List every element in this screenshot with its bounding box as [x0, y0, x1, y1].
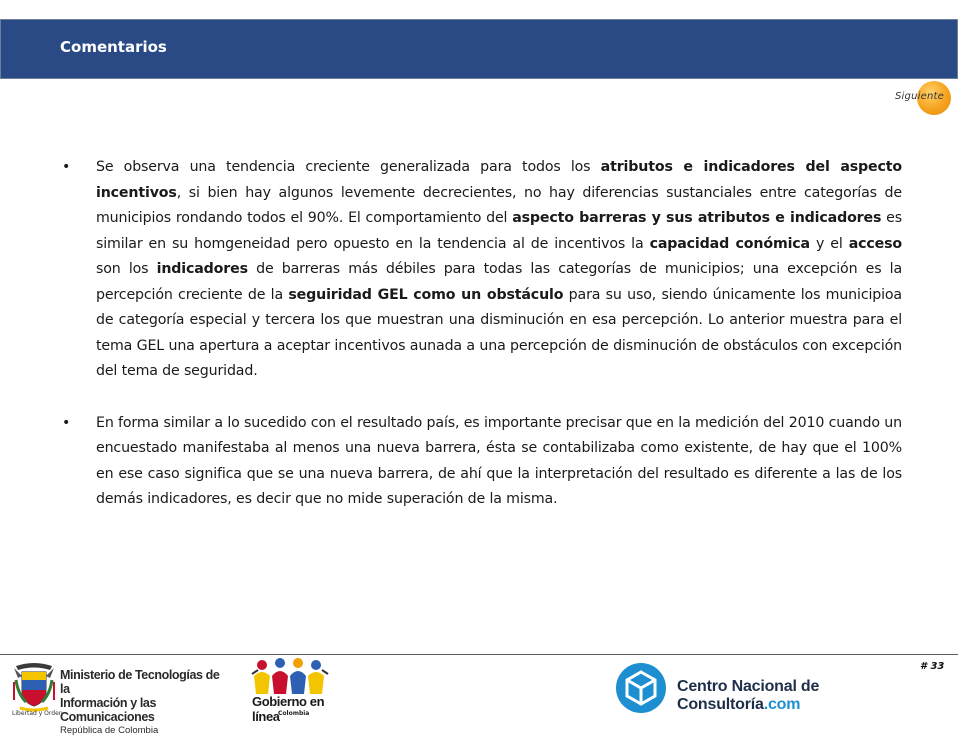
ministry-name: Ministerio de Tecnologías de la Información y las Comunicaciones República de Colombia — [60, 668, 220, 736]
people-figures-icon — [250, 656, 330, 696]
bullet-text: En forma similar a lo sucedido con el resultado país, es importante precisar que en la medición del 2010 cuando un encuestado manifestaba al menos una nueva barrera, ésta se contabilizaba como existente, de hay que el 100% en ese caso significa que se una nueva barrera, de ahí que la interpretación del resultado es diferente a las de los demás indicadores, es decir que no mide superación de la misma. — [96, 414, 902, 507]
footer-divider — [0, 654, 958, 655]
gel-wordmark: Gobierno en línea — [252, 694, 325, 724]
bullet-item — [62, 155, 902, 385]
header-bar — [0, 19, 958, 79]
bullet-text: Se observa una tendencia creciente generalizada para todos los atributos e indicadores del aspecto incentivos, si bien hay algunos levemente decrecientes, no hay diferencias sustanciales entre categorías de municipios rondando todos el 90%. El comportamiento del aspecto barreras y sus atributos e indicadores es similar en su homgeneidad pero opuesto en la tendencia al de incentivos la capacidad conómica y el acceso son los indicadores de barreras más débiles para todas las categorías de municipios; una excepción es la percepción creciente de la seguiridad GEL como un obstáculo para su uso, siendo únicamente los municipioa de categoría especial y tercera los que muestran una disminución en esa percepción. Lo anterior muestra para el tema GEL una apertura a aceptar incentivos aunada a una percepción de disminución de obstáculos con excepción del tema de seguridad. — [96, 159, 903, 379]
next-button-label: Siguiente — [895, 91, 944, 102]
bullet-icon: • — [62, 159, 71, 175]
cnc-cube-logo-icon — [615, 662, 667, 714]
ministry-motto: Libertad y Orden — [12, 710, 63, 717]
ministry-logo — [12, 660, 232, 736]
cnc-name: Centro Nacional de Consultoría.com — [677, 678, 820, 713]
gel-country: Colombia — [278, 710, 310, 717]
next-button[interactable] — [895, 81, 955, 115]
page-number: # 33 — [920, 661, 945, 672]
page-title: Comentarios — [60, 38, 167, 56]
bullet-item — [62, 411, 902, 513]
cnc-logo — [615, 662, 915, 714]
gobierno-en-linea-logo — [250, 656, 332, 724]
content-body — [62, 155, 902, 539]
bullet-icon: • — [62, 414, 71, 431]
